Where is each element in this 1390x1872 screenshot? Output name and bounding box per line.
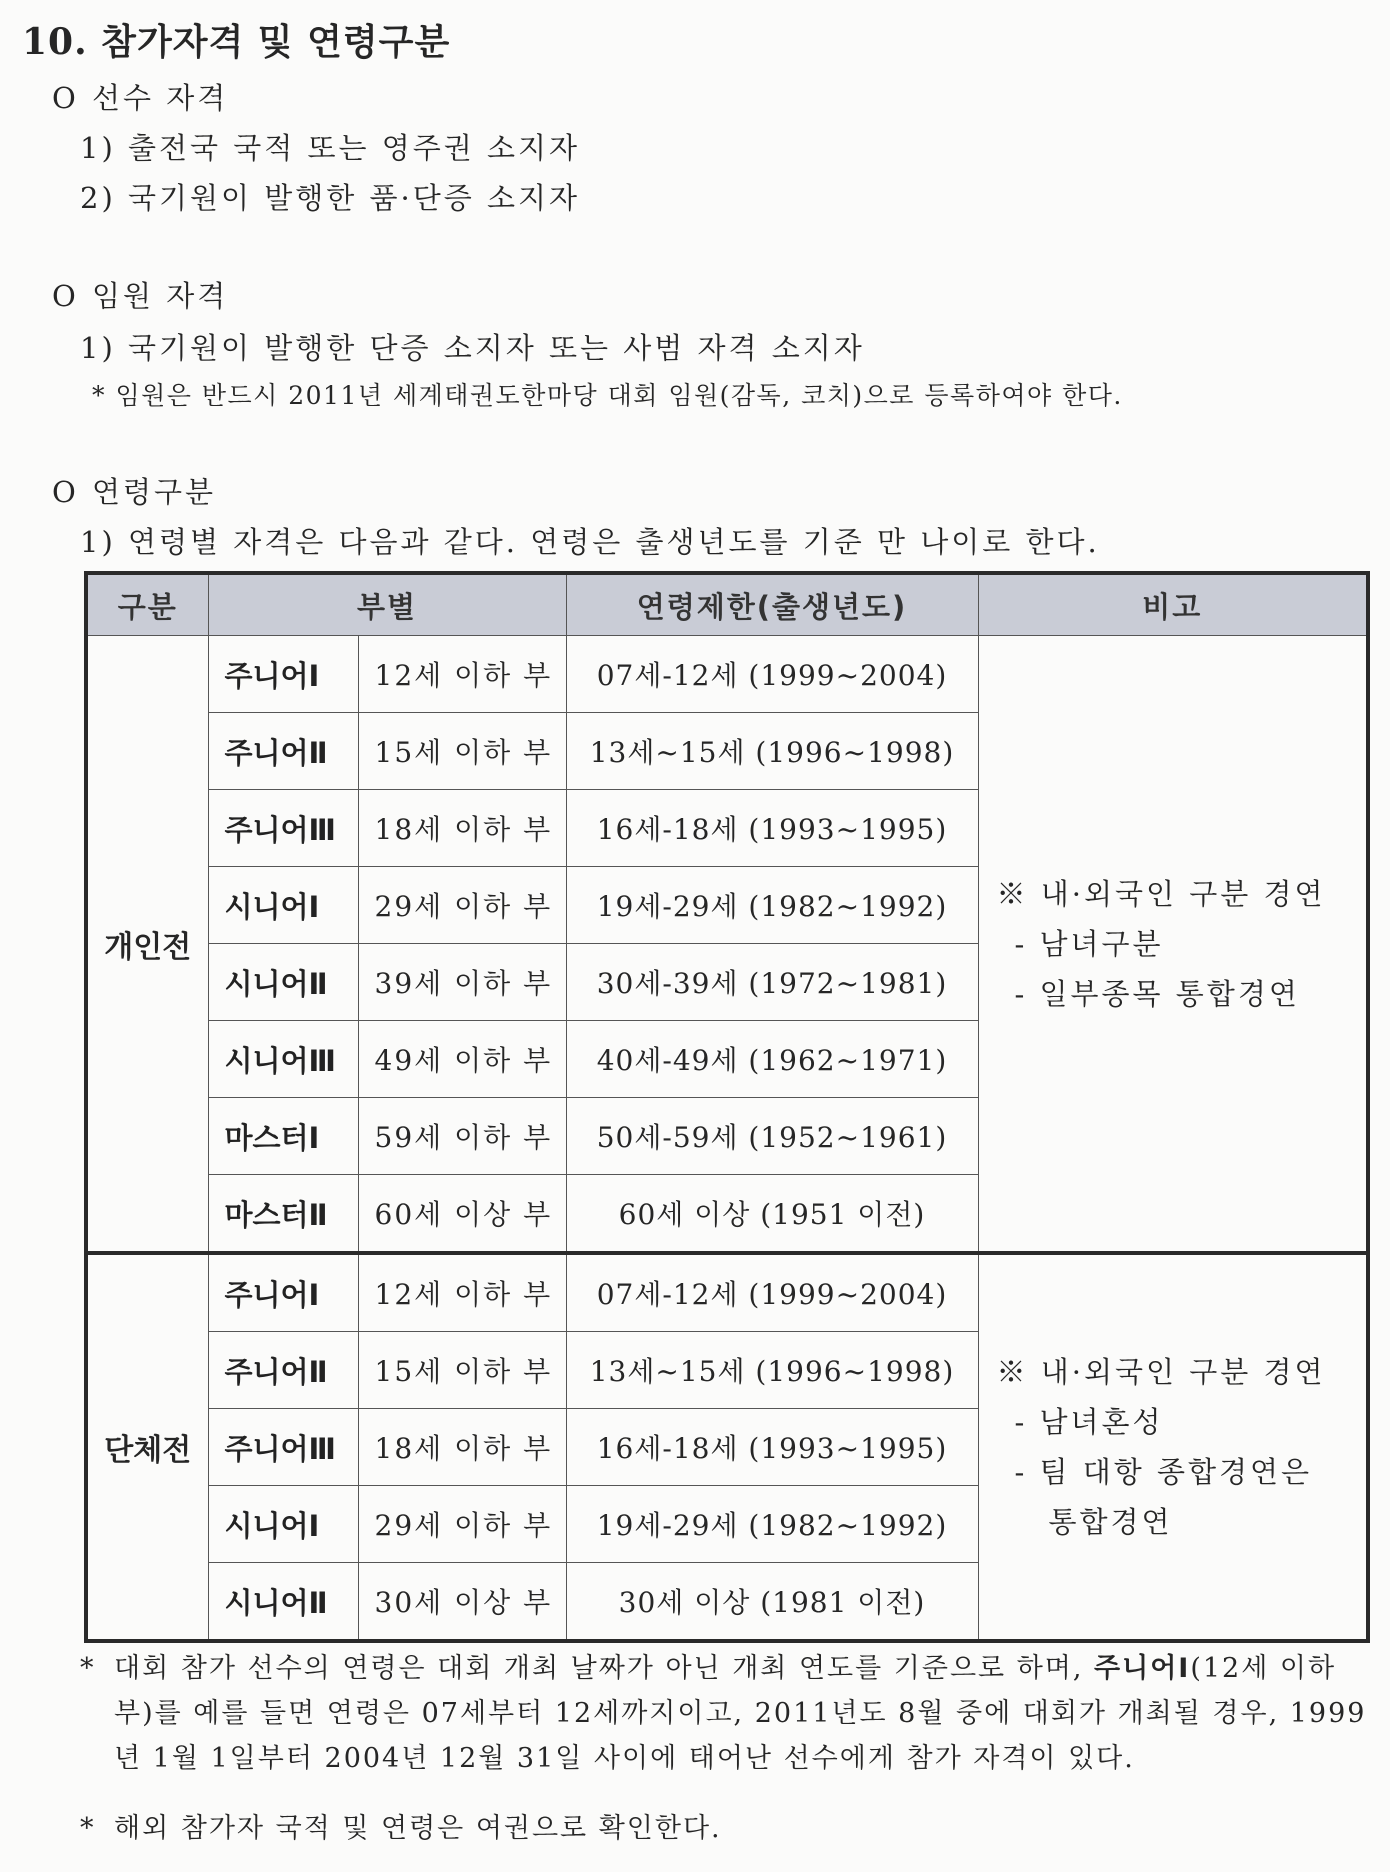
table-header-row: [86, 573, 1368, 636]
player-item-1: 1) 출전국 국적 또는 영주권 소지자: [80, 131, 581, 165]
age-range: 40세-49세 (1962~1971): [566, 1021, 978, 1098]
division-age: 12세 이하 부: [358, 1253, 566, 1332]
player-item-2: 2) 국기원이 발행한 품·단증 소지자: [80, 181, 581, 215]
header-remarks: 비고: [978, 573, 1368, 636]
division-age: 18세 이하 부: [358, 790, 566, 867]
division-age: 30세 이상 부: [358, 1563, 566, 1642]
division-age: 49세 이하 부: [358, 1021, 566, 1098]
heading-label: 선수 자격: [92, 81, 229, 115]
official-note: * 임원은 반드시 2011년 세계태권도한마당 대회 임원(감독, 코치)으로 등록하여야 한다.: [92, 381, 1123, 410]
group-team: 단체전: [86, 1253, 208, 1641]
age-range: 19세-29세 (1982~1992): [566, 1486, 978, 1563]
division-name: 시니어Ⅰ: [208, 1486, 358, 1563]
division-name: 마스터Ⅰ: [208, 1098, 358, 1175]
age-range: 50세-59세 (1952~1961): [566, 1098, 978, 1175]
remark-line: - 일부종목 통합경연: [1014, 976, 1300, 1011]
division-age: 29세 이하 부: [358, 1486, 566, 1563]
page-title: 10. 참가자격 및 연령구분: [22, 21, 451, 63]
age-range: 30세 이상 (1981 이전): [566, 1563, 978, 1642]
division-age: 12세 이하 부: [358, 636, 566, 713]
age-range: 13세~15세 (1996~1998): [566, 713, 978, 790]
group-individual: 개인전: [86, 636, 208, 1254]
age-category-heading: [52, 470, 216, 511]
division-name: 주니어Ⅱ: [208, 1332, 358, 1409]
heading-label: 임원 자격: [92, 279, 229, 313]
heading-label: 연령구분: [92, 475, 217, 509]
player-qualification-heading: [52, 76, 228, 117]
remark-line: ※ 내·외국인 구분 경연: [996, 876, 1326, 911]
division-age: 60세 이상 부: [358, 1175, 566, 1254]
age-range: 13세~15세 (1996~1998): [566, 1332, 978, 1409]
section-bullet-icon: O: [52, 81, 79, 115]
header-division: 부별: [208, 573, 566, 636]
footnote-age-basis: [80, 1646, 1370, 1781]
team-remark: [978, 1253, 1368, 1641]
individual-remark: [978, 636, 1368, 1254]
division-name: 시니어Ⅲ: [208, 1021, 358, 1098]
footnote-bold-term: 주니어Ⅰ: [1094, 1653, 1191, 1684]
division-age: 59세 이하 부: [358, 1098, 566, 1175]
division-name: 주니어Ⅰ: [208, 1253, 358, 1332]
remark-line: - 남녀혼성: [1014, 1405, 1164, 1439]
age-category-table: [84, 571, 1370, 1643]
age-range: 16세-18세 (1993~1995): [566, 790, 978, 867]
section-bullet-icon: O: [52, 279, 79, 313]
official-item-1: 1) 국기원이 발행한 단증 소지자 또는 사범 자격 소지자: [80, 331, 865, 365]
footnote-text-part: 대회 참가 선수의 연령은 대회 개최 날짜가 아닌 개최 연도를 기준으로 하며,: [114, 1653, 1084, 1684]
division-age: 15세 이하 부: [358, 1332, 566, 1409]
table-row: [86, 636, 1368, 713]
age-range: 60세 이상 (1951 이전): [566, 1175, 978, 1254]
age-range: 16세-18세 (1993~1995): [566, 1409, 978, 1486]
header-category: 구분: [86, 573, 208, 636]
remark-line: - 팀 대항 종합경연은: [1014, 1455, 1313, 1489]
division-age: 18세 이하 부: [358, 1409, 566, 1486]
header-age-limit: 연령제한(출생년도): [566, 573, 978, 636]
division-name: 주니어Ⅲ: [208, 1409, 358, 1486]
division-name: 마스터Ⅱ: [208, 1175, 358, 1254]
division-name: 주니어Ⅱ: [208, 713, 358, 790]
remark-line: 통합경연: [1048, 1505, 1173, 1539]
remark-line: - 남녀구분: [1014, 926, 1164, 961]
division-age: 29세 이하 부: [358, 867, 566, 944]
footnote-text-part: (12세 이하 부)를 예를 들면 연령은 07세부터 12세까지이고, 2011년도 8월 중에 대회가 개최될 경우, 1999년 1월 1일부터 2004년 12월 31일 사이에 태어난 선수에게 참가 자격이 있다.: [114, 1653, 1367, 1774]
division-age: 15세 이하 부: [358, 713, 566, 790]
remark-line: ※ 내·외국인 구분 경연: [996, 1355, 1326, 1389]
age-range: 30세-39세 (1972~1981): [566, 944, 978, 1021]
footnote-text: 해외 참가자 국적 및 연령은 여권으로 확인한다.: [114, 1813, 722, 1844]
division-age: 39세 이하 부: [358, 944, 566, 1021]
division-name: 시니어Ⅱ: [208, 944, 358, 1021]
age-range: 07세-12세 (1999~2004): [566, 636, 978, 713]
table-row: [86, 1253, 1368, 1332]
age-item-1: 1) 연령별 자격은 다음과 같다. 연령은 출생년도를 기준 만 나이로 한다.: [80, 525, 1100, 559]
section-bullet-icon: O: [52, 475, 79, 509]
age-range: 07세-12세 (1999~2004): [566, 1253, 978, 1332]
footnote-asterisk: *: [80, 1813, 96, 1844]
footnote-passport: [80, 1806, 1370, 1851]
footnote-asterisk: *: [80, 1653, 96, 1684]
official-qualification-heading: [52, 274, 228, 315]
division-name: 시니어Ⅱ: [208, 1563, 358, 1642]
age-range: 19세-29세 (1982~1992): [566, 867, 978, 944]
division-name: 시니어Ⅰ: [208, 867, 358, 944]
footnote-text: [80, 1646, 1370, 1781]
division-name: 주니어Ⅰ: [208, 636, 358, 713]
division-name: 주니어Ⅲ: [208, 790, 358, 867]
